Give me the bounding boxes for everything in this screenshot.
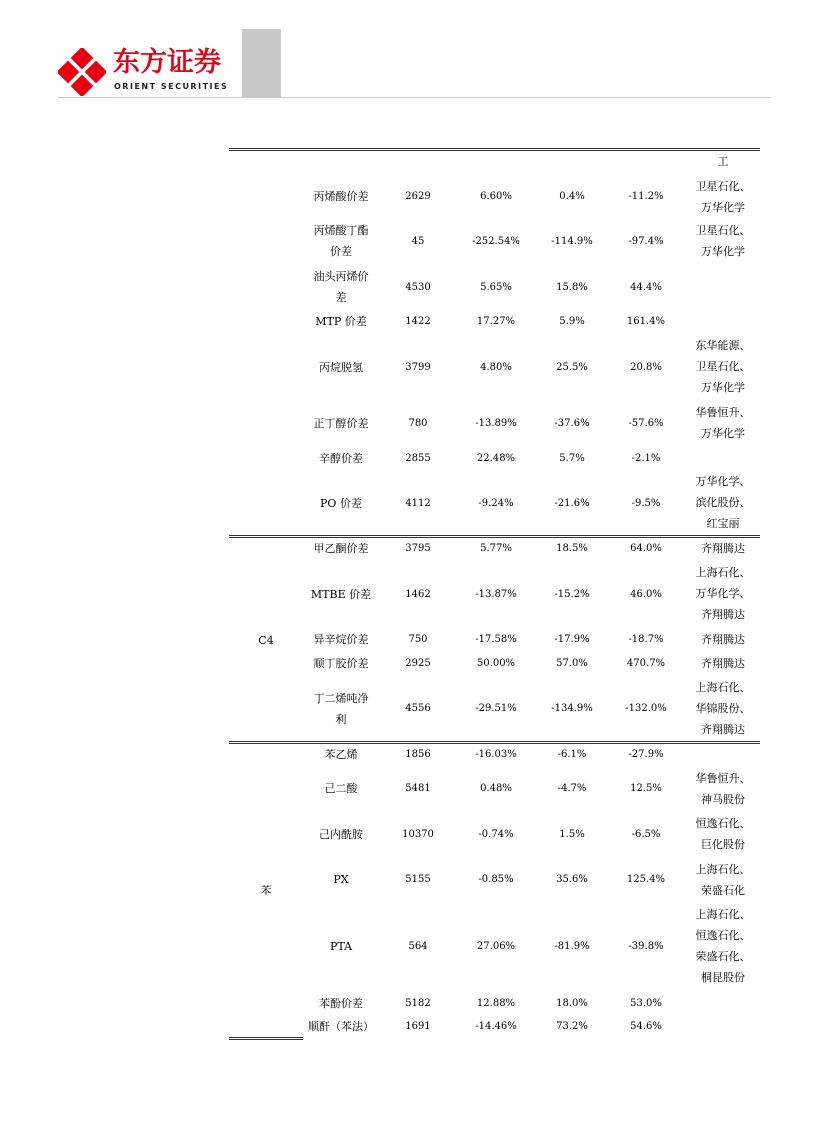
product-name: PTA — [329, 940, 353, 953]
monthly-change: -114.9% — [551, 236, 593, 247]
spread-value: 5155 — [405, 874, 431, 885]
weekly-change: 27.06% — [476, 941, 516, 952]
weekly-change: -14.46% — [475, 1021, 517, 1032]
weekly-change: -13.87% — [475, 589, 517, 600]
company-cell: 恒逸石化、 巨化股份 — [695, 817, 751, 851]
yearly-change: 161.4% — [626, 316, 666, 327]
company-cell: 上海石化、 荣盛石化 — [695, 863, 751, 897]
monthly-change: -37.6% — [554, 418, 590, 429]
logo-chinese-name: 东方证券 — [113, 47, 221, 78]
report-header — [0, 0, 827, 100]
monthly-change: -6.1% — [557, 749, 587, 760]
yearly-change: 44.4% — [630, 282, 662, 293]
weekly-change: -13.89% — [475, 418, 517, 429]
spread-value: 4556 — [405, 703, 431, 714]
weekly-change: 5.77% — [480, 543, 512, 554]
yearly-change: 20.8% — [630, 362, 662, 373]
product-name: MTBE 价差 — [310, 588, 372, 601]
spread-value: 2629 — [405, 191, 431, 202]
company-cell: 万华化学、 滨化股份、 红宝丽 — [695, 475, 751, 530]
spread-value: 780 — [408, 418, 428, 429]
weekly-change: 5.65% — [480, 282, 512, 293]
product-name: 丙烯酸丁酯 价差 — [313, 224, 369, 258]
company-cell: 华鲁恒升、 神马股份 — [695, 772, 751, 806]
weekly-change: -0.85% — [478, 874, 514, 885]
orient-logo-icon — [58, 48, 106, 96]
product-name: MTP 价差 — [315, 315, 367, 328]
yearly-change: -18.7% — [628, 634, 664, 645]
product-name: 甲乙酮价差 — [313, 542, 369, 555]
weekly-change: 12.88% — [476, 998, 516, 1009]
weekly-change: -16.03% — [475, 749, 517, 760]
yearly-change: -97.4% — [628, 236, 664, 247]
product-name: 异辛烷价差 — [313, 633, 369, 646]
weekly-change: 17.27% — [476, 316, 516, 327]
spread-value: 3799 — [405, 362, 431, 373]
monthly-change: 0.4% — [559, 191, 585, 202]
product-name: 辛醇价差 — [319, 452, 363, 465]
spread-value: 3795 — [405, 543, 431, 554]
monthly-change: 25.5% — [556, 362, 588, 373]
yearly-change: -39.8% — [628, 941, 664, 952]
company-cell: 上海石化、 恒逸石化、 荣盛石化、 桐昆股份 — [695, 908, 751, 984]
monthly-change: 57.0% — [556, 658, 588, 669]
company-cell: 卫星石化、 万华化学 — [695, 180, 751, 214]
yearly-change: 53.0% — [630, 998, 662, 1009]
product-name: 苯乙烯 — [324, 748, 358, 761]
yearly-change: 46.0% — [630, 589, 662, 600]
weekly-change: -252.54% — [472, 236, 520, 247]
weekly-change: -9.24% — [478, 498, 514, 509]
product-name: PX — [333, 873, 349, 886]
company-cell: 齐翔腾达 — [701, 633, 745, 646]
spread-value: 4530 — [405, 282, 431, 293]
yearly-change: -9.5% — [631, 498, 661, 509]
monthly-change: 18.0% — [556, 998, 588, 1009]
yearly-change: -11.2% — [628, 191, 664, 202]
yearly-change: 12.5% — [630, 783, 662, 794]
yearly-change: -132.0% — [625, 703, 667, 714]
weekly-change: 50.00% — [476, 658, 516, 669]
spread-value: 1691 — [405, 1021, 431, 1032]
spread-value: 10370 — [402, 829, 434, 840]
monthly-change: 18.5% — [556, 543, 588, 554]
spread-value: 4112 — [405, 498, 431, 509]
spread-value: 5481 — [405, 783, 431, 794]
monthly-change: -17.9% — [554, 634, 590, 645]
spread-value: 2925 — [405, 658, 431, 669]
spread-value: 5182 — [405, 998, 431, 1009]
header-divider — [58, 97, 770, 98]
spread-value: 750 — [408, 634, 428, 645]
product-name: 己二酸 — [324, 782, 358, 795]
product-name: 丙烷脱氢 — [319, 361, 363, 374]
weekly-change: 4.80% — [480, 362, 512, 373]
company-cell: 卫星石化、 万华化学 — [695, 224, 751, 258]
product-name: 顺酐（苯法） — [308, 1020, 374, 1033]
company-cell: 齐翔腾达 — [701, 657, 745, 670]
weekly-change: 0.48% — [480, 783, 512, 794]
group-label: C4 — [258, 634, 274, 647]
yearly-change: -27.9% — [628, 749, 664, 760]
yearly-change: -2.1% — [631, 453, 661, 464]
header-gray-block — [242, 29, 281, 97]
weekly-change: -0.74% — [478, 829, 514, 840]
spread-value: 1856 — [405, 749, 431, 760]
monthly-change: -134.9% — [551, 703, 593, 714]
product-name: 顺丁胶价差 — [313, 657, 369, 670]
yearly-change: 125.4% — [626, 874, 666, 885]
monthly-change: 15.8% — [556, 282, 588, 293]
logo-english-name: ORIENT SECURITIES — [114, 82, 229, 91]
table-top-rule — [229, 148, 760, 151]
monthly-change: 5.9% — [559, 316, 585, 327]
yearly-change: 54.6% — [630, 1021, 662, 1032]
monthly-change: -4.7% — [557, 783, 587, 794]
company-cell: 上海石化、 万华化学、 齐翔腾达 — [695, 566, 751, 621]
spread-value: 2855 — [405, 453, 431, 464]
group-label: 苯 — [260, 884, 272, 897]
weekly-change: -29.51% — [475, 703, 517, 714]
company-cell: 工 — [717, 155, 729, 168]
spread-value: 564 — [408, 941, 428, 952]
yearly-change: -57.6% — [628, 418, 664, 429]
monthly-change: -21.6% — [554, 498, 590, 509]
weekly-change: 6.60% — [480, 191, 512, 202]
product-name: 己内酰胺 — [319, 828, 363, 841]
monthly-change: 35.6% — [556, 874, 588, 885]
table-bottom-rule — [229, 1037, 303, 1040]
product-name: 苯酚价差 — [319, 997, 363, 1010]
spread-value: 1462 — [405, 589, 431, 600]
weekly-change: 22.48% — [476, 453, 516, 464]
company-cell: 东华能源、 卫星石化、 万华化学 — [695, 339, 751, 394]
monthly-change: 73.2% — [556, 1021, 588, 1032]
product-name: 丙烯酸价差 — [313, 190, 369, 203]
spread-value: 45 — [411, 236, 425, 247]
spread-value: 1422 — [405, 316, 431, 327]
monthly-change: 1.5% — [559, 829, 585, 840]
weekly-change: -17.58% — [475, 634, 517, 645]
company-cell: 华鲁恒升、 万华化学 — [695, 406, 751, 440]
company-cell: 上海石化、 华锦股份、 齐翔腾达 — [695, 681, 751, 736]
product-name: 正丁醇价差 — [313, 417, 369, 430]
monthly-change: -15.2% — [554, 589, 590, 600]
yearly-change: 470.7% — [626, 658, 666, 669]
company-cell: 齐翔腾达 — [701, 542, 745, 555]
yearly-change: 64.0% — [630, 543, 662, 554]
monthly-change: 5.7% — [559, 453, 585, 464]
yearly-change: -6.5% — [631, 829, 661, 840]
product-name: 油头丙烯价 差 — [313, 270, 369, 304]
product-name: 丁二烯吨净 利 — [313, 692, 369, 726]
product-name: PO 价差 — [320, 497, 362, 510]
monthly-change: -81.9% — [554, 941, 590, 952]
